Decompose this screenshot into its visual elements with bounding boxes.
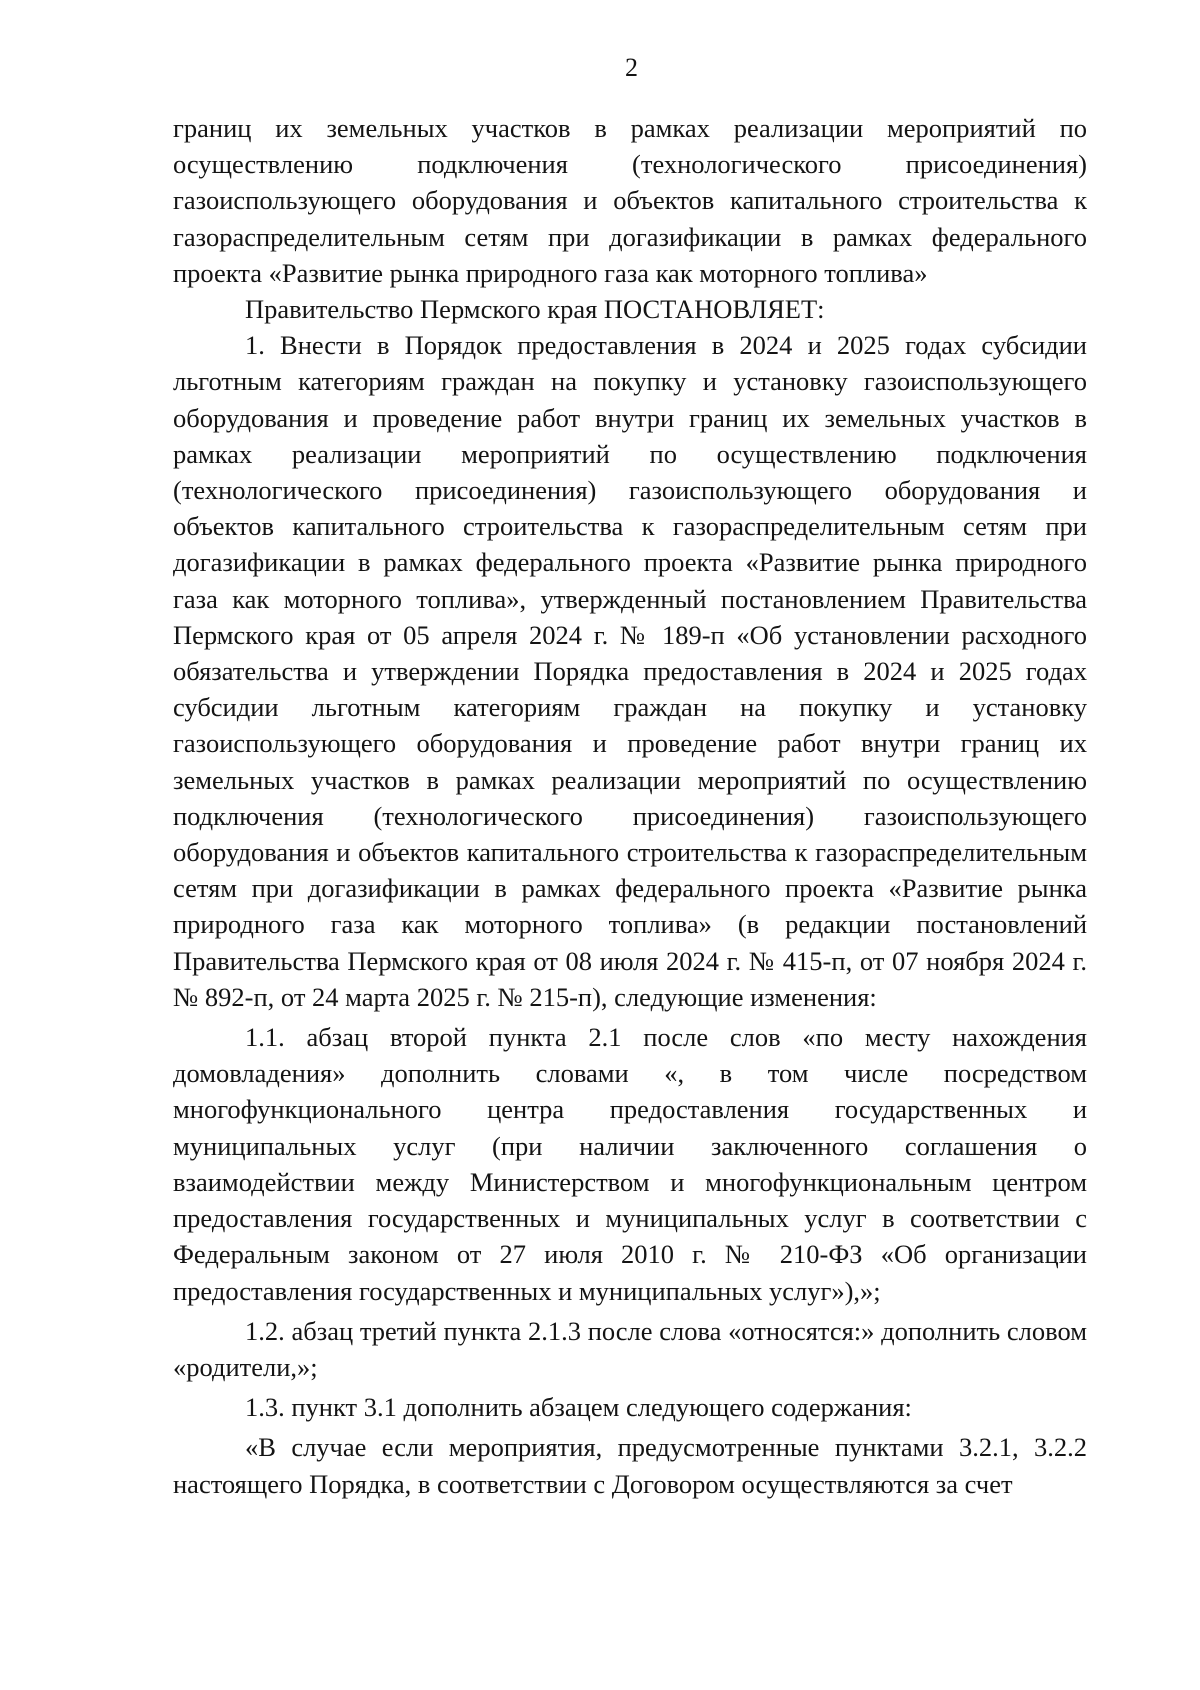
paragraph-new-abzac: «В случае если мероприятия, предусмотренные пунктами 3.2.1, 3.2.2 настоящего Порядка, в соответствии с Договором осуществляются за счет <box>173 1432 1087 1499</box>
paragraph-continuation: границ их земельных участков в рамках реализации мероприятий по осуществлению подключения (технологического присоединения) газоиспользующего оборудования и объектов капитального строительства к газораспределительным сетям при догазификации в рамках федерального проекта «Развитие рынка природного газа как моторного топлива» <box>173 113 1087 288</box>
paragraph-item-1-1: 1.1. абзац второй пункта 2.1 после слов «по месту нахождения домовладения» дополнить словами «, в том числе посредством многофункционального центра предоставления государственных и муниципальных услуг (при наличии заключенного соглашения о взаимодействии между Министерством и многофункциональным центром предоставления государственных и муниципальных услуг в соответствии с Федеральным законом от 27 июля 2010 г. № 210-ФЗ «Об организации предоставления государственных и муниципальных услуг»),»; <box>173 1022 1087 1306</box>
paragraph-item-1: 1. Внести в Порядок предоставления в 2024 и 2025 годах субсидии льготным категориям граждан на покупку и установку газоиспользующего оборудования и проведение работ внутри границ их земельных участков в рамках реализации мероприятий по осуществлению подключения (технологического присоединения) газоиспользующего оборудования и объектов капитального строительства к газораспределительным сетям при догазификации в рамках федерального проекта «Развитие рынка природного газа как моторного топлива», утвержденный постановлением Правительства Пермского края от 05 апреля 2024 г. № 189-п «Об установлении расходного обязательства и утверждении Порядка предоставления в 2024 и 2025 годах субсидии льготным категориям граждан на покупку и установку газоиспользующего оборудования и проведение работ внутри границ их земельных участков в рамках реализации мероприятий по осуществлению подключения (технологического присоединения) газоиспользующего оборудования и объектов капитального строительства к газораспределительным сетям при догазификации в рамках федерального проекта «Развитие рынка природного газа как моторного топлива» (в редакции постановлений Правительства Пермского края от 08 июля 2024 г. № 415-п, от 07 ноября 2024 г. № 892-п, от 24 марта 2025 г. № 215-п), следующие изменения: <box>173 330 1087 1012</box>
page-number: 2 <box>625 53 638 82</box>
paragraph-item-1-3: 1.3. пункт 3.1 дополнить абзацем следующего содержания: <box>245 1392 912 1423</box>
paragraph-item-1-2: 1.2. абзац третий пункта 2.1.3 после слова «относятся:» дополнить словом «родители,»; <box>173 1315 1087 1382</box>
document-body <box>173 110 1087 1502</box>
paragraph-resolution-heading: Правительство Пермского края ПОСТАНОВЛЯЕТ: <box>245 294 825 325</box>
